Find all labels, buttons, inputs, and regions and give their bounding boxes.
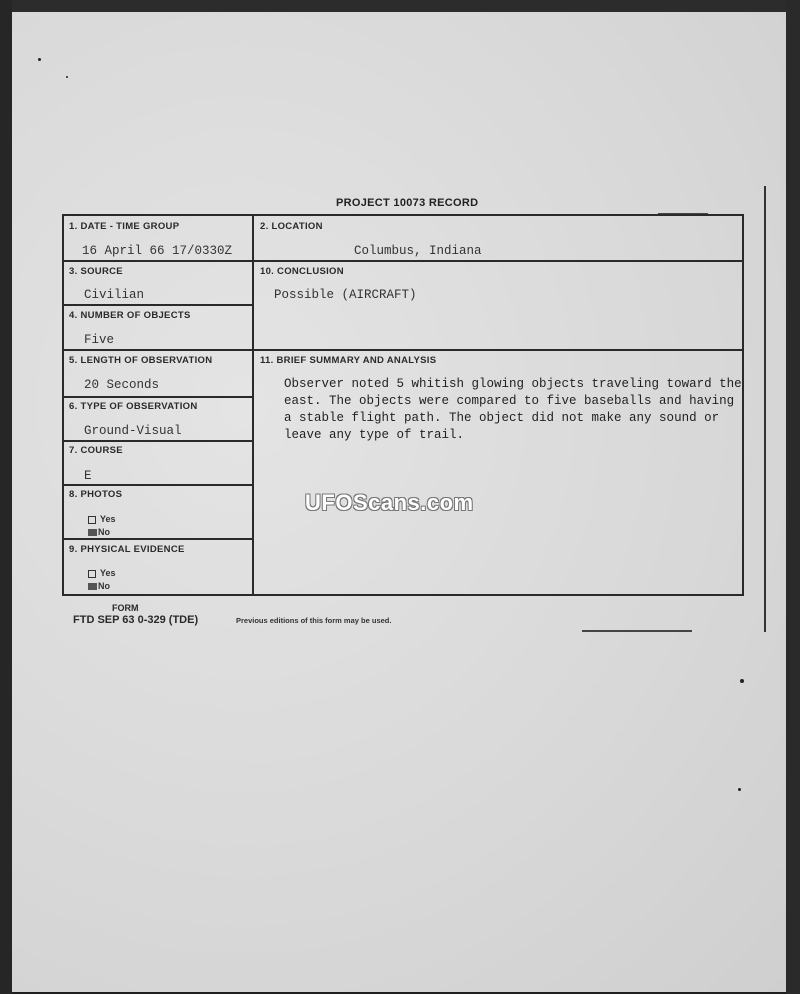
location-label: 2. LOCATION (260, 221, 323, 232)
summary-label: 11. BRIEF SUMMARY AND ANALYSIS (260, 355, 437, 366)
summary-line: a stable flight path. The object did not make any sound or (284, 411, 720, 425)
number-of-objects-label: 4. NUMBER OF OBJECTS (69, 310, 191, 321)
conclusion-label: 10. CONCLUSION (260, 266, 344, 277)
type-of-observation-value: Ground-Visual (84, 424, 182, 438)
checkbox-marked-icon (88, 529, 97, 536)
footer-form-word: FORM (112, 603, 139, 613)
summary-line: leave any type of trail. (284, 428, 465, 442)
row-divider (64, 396, 254, 398)
location-value: Columbus, Indiana (354, 244, 482, 258)
date-time-label: 1. DATE - TIME GROUP (69, 221, 180, 232)
date-time-value: 16 April 66 17/0330Z (82, 244, 233, 258)
scan-edge-right (786, 0, 800, 994)
checkbox-empty-icon (88, 570, 96, 578)
checkbox-empty-icon (88, 516, 96, 524)
watermark: UFOScans.com (305, 490, 474, 515)
length-of-observation-value: 20 Seconds (84, 378, 160, 392)
record-form (62, 214, 744, 596)
photos-yes-option: Yes (88, 514, 116, 524)
photos-no-option: No (88, 527, 110, 537)
row-divider (64, 260, 742, 262)
speck (738, 788, 741, 791)
row-divider (64, 440, 254, 442)
physical-evidence-yes-option: Yes (88, 568, 116, 578)
margin-rule (764, 186, 766, 632)
speck (740, 679, 744, 683)
speck (38, 58, 41, 61)
physical-evidence-no-option: No (88, 581, 110, 591)
footer-form-id: FTD SEP 63 0-329 (TDE) (73, 614, 199, 626)
photos-label: 8. PHOTOS (69, 489, 123, 500)
course-value: E (84, 469, 92, 483)
form-title: PROJECT 10073 RECORD (336, 197, 479, 209)
scan-edge-top (0, 0, 800, 12)
row-divider (64, 484, 254, 486)
course-label: 7. COURSE (69, 445, 123, 456)
type-of-observation-label: 6. TYPE OF OBSERVATION (69, 401, 198, 412)
scan-edge-left (0, 0, 12, 994)
source-label: 3. SOURCE (69, 266, 123, 277)
summary-line: east. The objects were compared to five baseballs and having (284, 394, 735, 408)
source-value: Civilian (84, 288, 145, 302)
row-divider (64, 304, 254, 306)
number-of-objects-value: Five (84, 333, 115, 347)
footer-note: Previous editions of this form may be used. (236, 616, 392, 625)
summary-text (284, 376, 754, 444)
stray-line (582, 630, 692, 632)
checkbox-marked-icon (88, 583, 97, 590)
row-divider (64, 538, 254, 540)
row-divider (64, 349, 742, 351)
physical-evidence-label: 9. PHYSICAL EVIDENCE (69, 544, 185, 555)
summary-line: Observer noted 5 whitish glowing objects traveling toward the (284, 377, 742, 391)
length-of-observation-label: 5. LENGTH OF OBSERVATION (69, 355, 213, 366)
conclusion-value: Possible (AIRCRAFT) (274, 288, 417, 302)
speck (66, 76, 68, 78)
